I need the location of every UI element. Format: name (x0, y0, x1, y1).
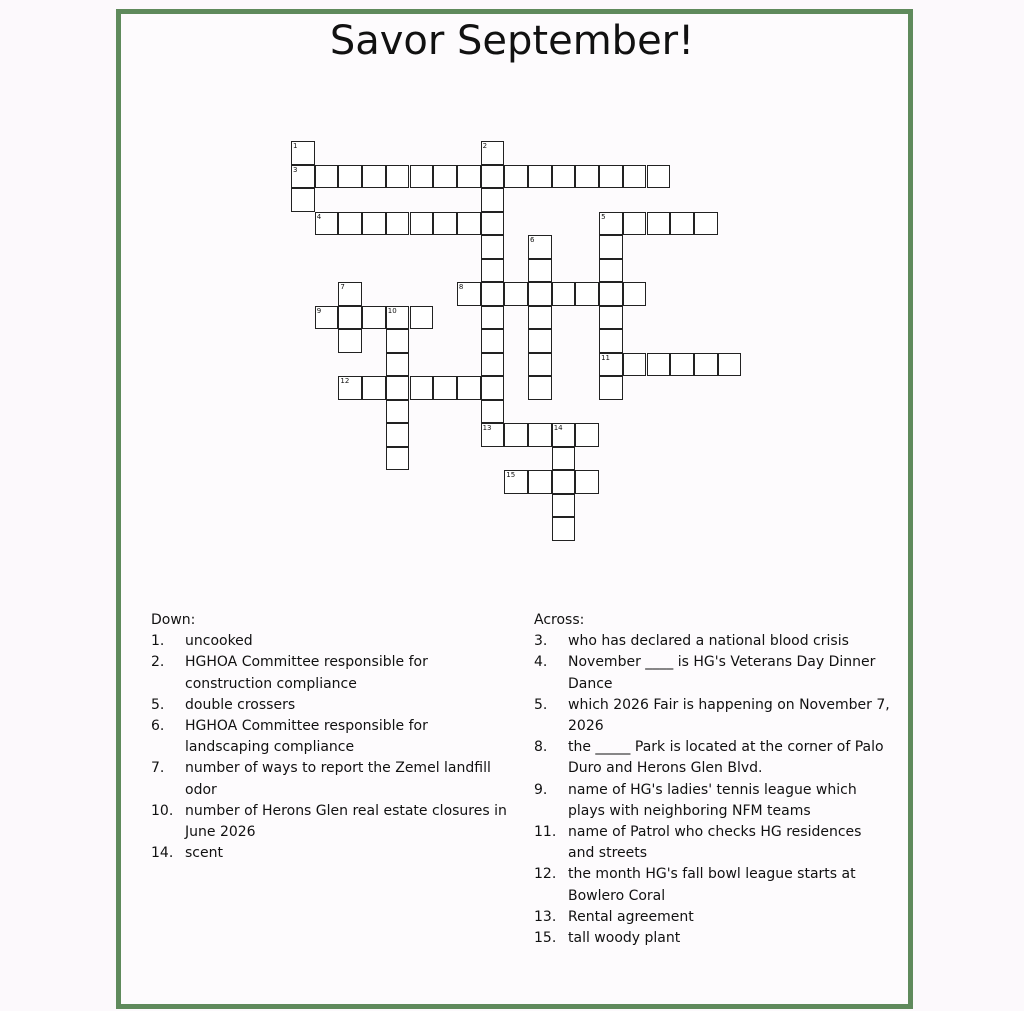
across-clue-number: 8. (534, 739, 548, 756)
grid-cell[interactable] (694, 212, 718, 236)
grid-cell[interactable] (528, 306, 552, 330)
cell-number: 3 (293, 165, 298, 174)
down-clue-number: 7. (151, 760, 165, 777)
grid-cell[interactable] (481, 353, 505, 377)
grid-cell[interactable] (670, 212, 694, 236)
across-clue-text: name of HG's ladies' tennis league which plays with neighboring NFM teams (568, 781, 857, 819)
grid-cell[interactable] (552, 470, 576, 494)
across-clue-number: 5. (534, 696, 548, 713)
across-clue-text: the _____ Park is located at the corner of Palo Duro and Herons Glen Blvd. (568, 739, 884, 777)
grid-cell[interactable] (291, 141, 315, 165)
down-clue-number: 5. (151, 696, 165, 713)
grid-cell[interactable] (481, 400, 505, 424)
grid-cell[interactable] (362, 376, 386, 400)
down-clue-text: number of ways to report the Zemel landfill odor (185, 760, 491, 798)
grid-cell[interactable] (481, 376, 505, 400)
grid-cell[interactable] (362, 306, 386, 330)
down-clue (151, 716, 511, 758)
cell-number: 11 (601, 353, 611, 362)
grid-cell[interactable] (599, 282, 623, 306)
across-clue (534, 652, 890, 694)
grid-cell[interactable] (362, 212, 386, 236)
grid-cell[interactable] (386, 212, 410, 236)
cell-number: 15 (506, 471, 516, 479)
grid-cell[interactable] (481, 141, 505, 165)
across-clue (534, 907, 890, 928)
grid-cell[interactable] (552, 423, 576, 447)
grid-cell[interactable] (599, 259, 623, 283)
puzzle-title: Savor September! (329, 18, 695, 64)
down-heading: Down: (151, 612, 196, 628)
grid-cell[interactable] (552, 494, 576, 518)
grid-cell[interactable] (528, 353, 552, 377)
grid-cell[interactable] (623, 353, 647, 377)
grid-cell[interactable] (528, 259, 552, 283)
grid-cell[interactable] (386, 400, 410, 424)
cell-number: 13 (482, 424, 492, 432)
grid-cell[interactable] (338, 329, 362, 353)
grid-cell[interactable] (528, 470, 552, 494)
grid-cell[interactable] (315, 165, 339, 189)
across-clue-text: the month HG's fall bowl league starts at Bowlero Coral (568, 866, 856, 904)
grid-cell[interactable] (481, 235, 505, 259)
across-clue (534, 631, 890, 652)
grid-cell[interactable] (481, 259, 505, 283)
grid-cell[interactable] (386, 447, 410, 471)
grid-cell[interactable] (528, 329, 552, 353)
down-clue-number: 6. (151, 718, 165, 735)
grid-cell[interactable] (528, 235, 552, 259)
across-clue-number: 15. (534, 930, 557, 947)
down-clue-number: 1. (151, 633, 165, 650)
grid-cell[interactable] (410, 306, 434, 330)
grid-cell[interactable] (623, 282, 647, 306)
grid-cell[interactable] (338, 212, 362, 236)
grid-cell[interactable] (433, 165, 457, 189)
grid-cell[interactable] (647, 212, 671, 236)
grid-cell[interactable] (410, 212, 434, 236)
cell-number: 2 (482, 142, 488, 150)
grid-cell[interactable] (481, 212, 505, 236)
down-clue-number: 2. (151, 654, 165, 671)
grid-cell[interactable] (552, 165, 576, 189)
across-clue-number: 9. (534, 781, 548, 798)
grid-cell[interactable] (575, 282, 599, 306)
grid-cell[interactable] (386, 306, 410, 330)
grid-cell[interactable] (362, 165, 386, 189)
grid-cell[interactable] (481, 282, 505, 306)
grid-cell[interactable] (599, 376, 623, 400)
grid-cell[interactable] (647, 353, 671, 377)
grid-cell[interactable] (528, 282, 552, 306)
grid-cell[interactable] (338, 165, 362, 189)
cell-number: 4 (316, 212, 322, 221)
grid-cell[interactable] (338, 282, 362, 306)
grid-cell[interactable] (599, 235, 623, 259)
down-clue-list (151, 631, 511, 864)
cell-number: 1 (293, 142, 298, 150)
grid-cell[interactable] (552, 282, 576, 306)
grid-cell[interactable] (481, 165, 505, 189)
down-clue (151, 843, 511, 864)
across-clue-list (534, 631, 890, 949)
across-clue (534, 695, 890, 737)
grid-cell[interactable] (552, 447, 576, 471)
grid-cell[interactable] (386, 329, 410, 353)
grid-cell[interactable] (528, 165, 552, 189)
down-clue (151, 758, 511, 800)
down-clue (151, 695, 511, 716)
across-clue (534, 780, 890, 822)
grid-cell[interactable] (575, 470, 599, 494)
cell-number: 8 (458, 283, 464, 291)
grid-cell[interactable] (386, 353, 410, 377)
across-clue-text: who has declared a national blood crisis (568, 633, 849, 650)
cell-number: 10 (387, 306, 397, 315)
down-clue-text: scent (185, 845, 223, 862)
grid-cell[interactable] (433, 376, 457, 400)
grid-cell[interactable] (504, 470, 528, 494)
grid-cell[interactable] (504, 423, 528, 447)
grid-cell[interactable] (504, 282, 528, 306)
down-clue (151, 801, 511, 843)
cell-number: 9 (316, 306, 322, 315)
grid-cell[interactable] (315, 212, 339, 236)
across-heading: Across: (534, 612, 585, 628)
down-clue-text: HGHOA Committee responsible for landscaping compliance (185, 718, 428, 756)
grid-cell[interactable] (386, 423, 410, 447)
across-clue-text: November ____ is HG's Veterans Day Dinner Dance (568, 654, 876, 692)
down-clue (151, 631, 511, 652)
grid-cell[interactable] (575, 423, 599, 447)
cell-number: 5 (601, 212, 606, 221)
down-clue (151, 652, 511, 694)
down-clue-text: number of Herons Glen real estate closures in June 2026 (185, 802, 507, 841)
down-clue-text: HGHOA Committee responsible for construction compliance (185, 654, 428, 692)
grid-cell[interactable] (386, 165, 410, 189)
grid-cell[interactable] (599, 353, 623, 377)
cell-number: 14 (553, 424, 563, 432)
grid-cell[interactable] (718, 353, 742, 377)
down-clue-text: double crossers (185, 696, 296, 713)
cell-number: 12 (340, 377, 350, 385)
grid-cell[interactable] (457, 376, 481, 400)
grid-cell[interactable] (386, 376, 410, 400)
grid-cell[interactable] (599, 165, 623, 189)
down-clue-text: uncooked (185, 633, 253, 650)
grid-cell[interactable] (504, 165, 528, 189)
across-clue-number: 11. (534, 824, 557, 841)
across-clue (534, 737, 890, 779)
grid-cell[interactable] (552, 517, 576, 541)
across-clues (534, 610, 890, 949)
grid-cell[interactable] (575, 165, 599, 189)
grid-cell[interactable] (670, 353, 694, 377)
grid-cell[interactable] (433, 212, 457, 236)
grid-cell[interactable] (481, 423, 505, 447)
down-clues (151, 610, 511, 864)
grid-cell[interactable] (315, 306, 339, 330)
across-clue-text: which 2026 Fair is happening on November 7, 2026 (568, 696, 890, 735)
grid-cell[interactable] (647, 165, 671, 189)
down-clue-number: 10. (151, 802, 174, 819)
grid-cell[interactable] (481, 188, 505, 212)
grid-cell[interactable] (599, 306, 623, 330)
cell-number: 6 (530, 236, 535, 244)
grid-cell[interactable] (410, 376, 434, 400)
across-clue (534, 928, 890, 949)
grid-cell[interactable] (481, 306, 505, 330)
down-clue-number: 14. (151, 845, 174, 862)
cell-number: 7 (340, 283, 345, 291)
across-clue-text: Rental agreement (568, 908, 694, 925)
across-clue-text: tall woody plant (568, 930, 681, 947)
grid-cell[interactable] (623, 165, 647, 189)
grid-cell[interactable] (457, 282, 481, 306)
grid-cell[interactable] (291, 165, 315, 189)
grid-cell[interactable] (338, 376, 362, 400)
across-clue-number: 12. (534, 866, 557, 883)
across-clue (534, 822, 890, 864)
across-clue-number: 4. (534, 654, 548, 671)
grid-cell[interactable] (528, 423, 552, 447)
grid-cell[interactable] (481, 329, 505, 353)
grid-cell[interactable] (457, 165, 481, 189)
across-clue-number: 3. (534, 633, 548, 650)
across-clue (534, 864, 890, 906)
grid-cell[interactable] (410, 165, 434, 189)
grid-cell[interactable] (291, 188, 315, 212)
grid-cell[interactable] (599, 329, 623, 353)
grid-cell[interactable] (457, 212, 481, 236)
grid-cell[interactable] (338, 306, 362, 330)
grid-cell[interactable] (694, 353, 718, 377)
across-clue-number: 13. (534, 908, 557, 925)
grid-cell[interactable] (599, 212, 623, 236)
grid-cell[interactable] (528, 376, 552, 400)
across-clue-text: name of Patrol who checks HG residences and streets (568, 824, 862, 862)
grid-cell[interactable] (623, 212, 647, 236)
